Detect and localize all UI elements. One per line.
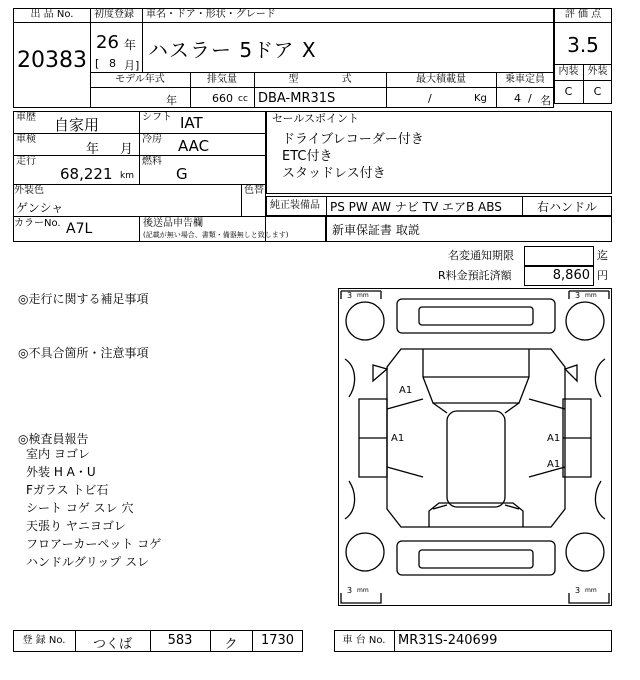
displacement-unit: cc <box>238 94 248 104</box>
color-change-label: 色替 <box>244 185 264 196</box>
max-load-label: 最大積載量 <box>416 74 466 85</box>
history-label: 車歴 <box>16 112 36 123</box>
damage-mark-right-front: A1 <box>547 433 561 444</box>
inspector-item-2: 外装 H A・U <box>26 465 96 479</box>
capacity-label: 乗車定員 <box>505 74 545 85</box>
registration-month: 8 <box>109 57 116 70</box>
recycle-unit: 円 <box>597 269 608 282</box>
inspector-item-1: 室内 ヨゴレ <box>26 447 90 461</box>
interior-grade: C <box>564 85 573 98</box>
equipment: PS PW AW ナビ TV エアB ABS <box>330 200 502 214</box>
sales-points-label: セールスポイント <box>272 112 360 125</box>
car-outline-svg <box>339 289 611 605</box>
car-diagram <box>338 288 612 606</box>
tire-tag-rl: 3 <box>347 586 353 595</box>
lot-number-label: 出 品 No. <box>30 9 74 20</box>
registration-class: 583 <box>167 633 193 648</box>
tire-tag-unit-rr: mm <box>585 587 597 594</box>
tire-tag-unit-fl: mm <box>357 292 369 299</box>
inspection-label: 車検 <box>16 134 36 145</box>
tire-tag-fr: 3 <box>575 291 581 300</box>
overall-score: 3.5 <box>567 33 599 57</box>
model-year-label: モデル年式 <box>115 74 165 85</box>
score-label: 評 価 点 <box>564 9 602 20</box>
inspector-item-4: シート コゲ スレ 穴 <box>26 501 134 515</box>
registration-label: 登 録 No. <box>22 635 66 646</box>
registration-place: つくば <box>92 637 132 652</box>
color-no: A7L <box>66 221 93 237</box>
damage-mark-hood: A1 <box>399 385 413 396</box>
model-code-label: 型 式 <box>288 74 352 85</box>
inspector-title: ◎検査員報告 <box>18 432 89 446</box>
ext-color-label: 外装色 <box>14 185 44 196</box>
displacement: 660 <box>212 92 233 105</box>
registration-era-year: 26 <box>96 32 119 53</box>
lot-number: 20383 <box>17 48 87 73</box>
defects-title: ◎不具合箇所・注意事項 <box>18 346 149 360</box>
first-registration-label: 初度登録 <box>94 9 134 20</box>
recycle-label: R料金預託済額 <box>438 269 512 282</box>
interior-label: 内装 <box>558 66 579 77</box>
warranty: 新車保証書 取説 <box>332 223 420 237</box>
fuel: G <box>176 165 188 183</box>
deadline-unit: 迄 <box>597 249 608 262</box>
inspector-item-6: フロアーカーペット コゲ <box>26 537 162 551</box>
driving-notes-title: ◎走行に関する補足事項 <box>18 292 149 306</box>
chassis-number: MR31S-240699 <box>398 633 498 648</box>
shift: IAT <box>180 114 203 132</box>
capacity: 4 <box>514 92 521 105</box>
car-name: ハスラー 5ドア X <box>148 38 317 62</box>
model-year-unit: 年 <box>166 94 177 107</box>
car-name-label: 車名・ドア・形状・グレード <box>146 9 276 20</box>
mileage: 68,221 <box>60 165 113 183</box>
tire-tag-fl: 3 <box>347 291 353 300</box>
tire-tag-unit-rl: mm <box>357 587 369 594</box>
mileage-unit: km <box>120 171 134 181</box>
ext-color: ゲンシャ <box>16 201 64 215</box>
month-bracket: [ <box>95 57 100 70</box>
capacity-sep: / <box>528 92 532 105</box>
capacity-unit: 名 <box>540 94 551 107</box>
sales-point-3: スタッドレス付き <box>282 166 386 181</box>
recycle-amount: 8,860 <box>552 268 590 283</box>
history: 自家用 <box>54 116 100 134</box>
ac: AAC <box>178 137 210 155</box>
mileage-label: 走行 <box>16 156 36 167</box>
registration-kana: ク <box>224 637 238 652</box>
year-unit: 年 <box>124 38 137 52</box>
fuel-label: 燃料 <box>142 156 162 167</box>
damage-mark-right-rear: A1 <box>547 459 561 470</box>
inspector-item-5: 天張り ヤニヨゴレ <box>26 519 126 533</box>
aftermarket-note: (記載が無い場合、書類・備器無しと致します) <box>143 231 289 239</box>
deadline-box <box>524 246 594 266</box>
exterior-grade: C <box>593 85 602 98</box>
aftermarket-label: 後送品申告欄 <box>143 218 203 229</box>
inspection-month-unit: 月 <box>120 142 134 157</box>
color-no-label: カラーNo. <box>14 218 61 229</box>
model-code: DBA-MR31S <box>258 91 336 106</box>
sales-point-2: ETC付き <box>282 149 333 164</box>
ac-label: 冷房 <box>142 134 162 145</box>
sales-point-1: ドライブレコーダー付き <box>282 132 424 147</box>
registration-number: 1730 <box>260 633 295 648</box>
equipment-label: 純正装備品 <box>270 200 320 211</box>
shift-label: シフト <box>142 112 172 123</box>
max-load-unit: Kg <box>474 93 487 104</box>
deadline-label: 名変通知期限 <box>448 249 514 262</box>
damage-mark-left: A1 <box>391 433 405 444</box>
inspection-year-unit: 年 <box>86 142 100 157</box>
steering: 右ハンドル <box>536 200 597 214</box>
tire-tag-unit-fr: mm <box>585 292 597 299</box>
exterior-label: 外装 <box>587 66 608 77</box>
max-load-sep: / <box>428 92 432 105</box>
inspector-item-3: Fガラス トビ石 <box>26 483 109 497</box>
tire-tag-rr: 3 <box>575 586 581 595</box>
chassis-label: 車 台 No. <box>342 635 386 646</box>
inspector-item-7: ハンドルグリップ スレ <box>26 555 150 569</box>
displacement-label: 排気量 <box>207 74 237 85</box>
month-unit: 月] <box>124 59 140 72</box>
